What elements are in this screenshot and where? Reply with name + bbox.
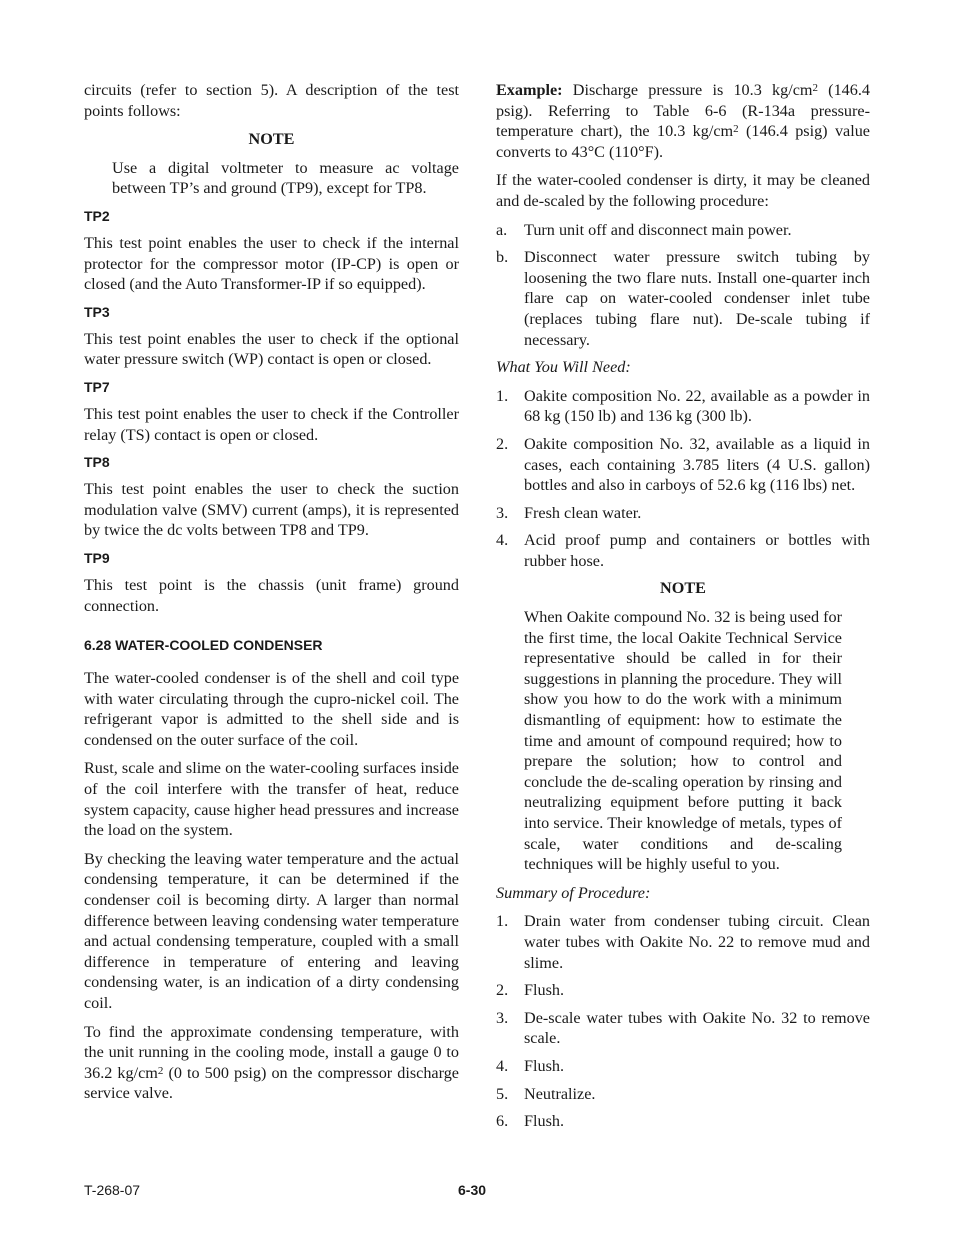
- list-marker: 4.: [496, 1056, 509, 1075]
- tp3-heading: TP3: [84, 303, 110, 320]
- example-label: Example:: [496, 81, 563, 99]
- superscript: 2: [733, 123, 739, 136]
- list-text: Neutralize.: [524, 1084, 596, 1103]
- document-id: T-268-07: [84, 1182, 141, 1198]
- dirty-condenser-paragraph: If the water-cooled condenser is dirty, it may be cleaned and de-scaled by the following procedure:: [496, 171, 870, 210]
- tp7-paragraph: This test point enables the user to check if the Controller relay (TS) contact is open or closed.: [84, 404, 459, 444]
- intro-paragraph: circuits (refer to section 5). A description of the test points follows:: [84, 81, 459, 120]
- right-column: [496, 80, 870, 1139]
- tp8-heading: TP8: [84, 454, 110, 471]
- list-text: Flush.: [524, 1112, 565, 1131]
- tp2-heading: TP2: [84, 207, 110, 224]
- list-text: De-scale water tubes with Oakite No. 32 to remove scale.: [524, 1008, 870, 1048]
- list-item: [496, 911, 870, 973]
- tp9-heading: TP9: [84, 549, 110, 566]
- list-item: [496, 503, 870, 524]
- list-item: [496, 1056, 870, 1077]
- list-marker: 1.: [496, 386, 509, 405]
- list-text: Oakite composition No. 22, available as a powder in 68 kg (150 lb) and 136 kg (300 lb).: [524, 386, 870, 426]
- condenser-paragraph-3: By checking the leaving water temperature and the actual condensing temperature, it can be determined if the condenser coil is becoming dirty. A larger than normal difference between leaving condensing water temperature and actual condensing temperature, coupled with a small difference in temperature of entering and leaving condensing water, is an indication of a dirty condensing coil.: [84, 849, 459, 1012]
- page-number: 6-30: [458, 1182, 487, 1198]
- list-text: Disconnect water pressure switch tubing by loosening the two flare nuts. Install one-quarter inch flare cap on water-cooled condenser inlet tube (replaces tubing flare nut). De-scale tubing if necessary.: [524, 248, 870, 349]
- condenser-paragraph-2: Rust, scale and slime on the water-cooling surfaces inside of the coil interfere with the transfer of heat, reduce system capacity, cause higher head pressures and increase the load on the system.: [84, 759, 459, 840]
- list-text: Turn unit off and disconnect main power.: [524, 220, 792, 239]
- list-marker: 5.: [496, 1084, 509, 1103]
- note-body: When Oakite compound No. 32 is being used for the first time, the local Oakite Technical Service representative should be called in for their suggestions in planning the procedure. They will show you how to do the work with a minimum dismantling of equipment: how to estimate the time and amount of compound required; how to prepare the solution; how to control and conclude the de-scaling operation by rinsing and neutralizing equipment before putting it back into service. Their knowledge of metals, types of scale, water conditions and de-scaling techniques will be highly useful to you.: [524, 608, 842, 874]
- example-text-b: (146.4 psig). Referring to Table 6-6 (R-134a pressure-temperature chart), the 10.3 kg/cm: [496, 81, 870, 141]
- gauge-text: To find the approximate condensing temperature, with the unit running in the cooling mode, install a gauge 0 to 36.2 kg/cm: [84, 1022, 459, 1082]
- list-text: Drain water from condenser tubing circuit. Clean water tubes with Oakite No. 22 to remove mud and slime.: [524, 912, 870, 972]
- summary-label: Summary of Procedure:: [496, 883, 651, 902]
- superscript: 2: [157, 1064, 164, 1077]
- list-item: [496, 386, 870, 427]
- example-text-a: Discharge pressure is 10.3 kg/cm: [562, 81, 813, 99]
- list-text: Acid proof pump and containers or bottles with rubber hose.: [524, 531, 870, 570]
- list-item: [496, 1084, 870, 1105]
- list-text: Oakite composition No. 32, available as a liquid in cases, each containing 3.785 liters (4 U.S. gallon) bottles and also in carboys of 52.6 kg (116 lbs) net.: [524, 434, 870, 495]
- list-marker: b.: [496, 248, 509, 267]
- list-text: Flush.: [524, 981, 565, 1000]
- list-item: [496, 434, 870, 496]
- superscript: 2: [812, 82, 818, 94]
- list-marker: 1.: [496, 912, 509, 931]
- example-paragraph: [496, 80, 870, 162]
- tp2-paragraph: This test point enables the user to check if the internal protector for the compressor motor (IP-CP) is open or closed (and the Auto Transformer-IP if so equipped).: [84, 233, 459, 294]
- list-text: Flush.: [524, 1056, 565, 1075]
- note-heading: NOTE: [248, 130, 295, 149]
- left-column: [84, 80, 459, 1112]
- section-heading: 6.28 WATER-COOLED CONDENSER: [84, 637, 323, 654]
- list-marker: 2.: [496, 981, 509, 1000]
- list-marker: 3.: [496, 503, 509, 522]
- tp7-heading: TP7: [84, 378, 110, 395]
- list-marker: 6.: [496, 1112, 509, 1131]
- list-item: [496, 220, 870, 241]
- condenser-paragraph-1: The water-cooled condenser is of the shell and coil type with water circulating through the cupro-nickel coil. The refrigerant vapor is admitted to the shell side and is condensed on the outer surface of the coil.: [84, 669, 459, 749]
- list-marker: a.: [496, 220, 508, 239]
- example-text-c: (146.4 psig) value converts to 43°C (110°F).: [496, 122, 870, 161]
- tp8-paragraph: This test point enables the user to check the suction modulation valve (SMV) current (amps), it is represented by twice the dc volts between TP8 and TP9.: [84, 480, 459, 540]
- gauge-text-end: (0 to 500 psig) on the compressor discharge service valve.: [84, 1063, 459, 1103]
- tp3-paragraph: This test point enables the user to check if the optional water pressure switch (WP) contact is open or closed.: [84, 329, 459, 369]
- condenser-paragraph-4: [84, 1022, 459, 1104]
- note-heading: NOTE: [660, 579, 706, 598]
- list-marker: 3.: [496, 1008, 509, 1027]
- list-item: [496, 247, 870, 350]
- list-marker: 4.: [496, 531, 509, 550]
- list-item: [496, 1111, 870, 1132]
- list-marker: 2.: [496, 434, 509, 453]
- list-text: Fresh clean water.: [524, 503, 642, 522]
- note-body: Use a digital voltmeter to measure ac voltage between TP’s and ground (TP9), except for TP8.: [112, 158, 459, 198]
- need-label: What You Will Need:: [496, 358, 631, 377]
- tp9-paragraph: This test point is the chassis (unit frame) ground connection.: [84, 575, 459, 615]
- list-item: [496, 530, 870, 571]
- list-item: [496, 1008, 870, 1049]
- list-item: [496, 980, 870, 1001]
